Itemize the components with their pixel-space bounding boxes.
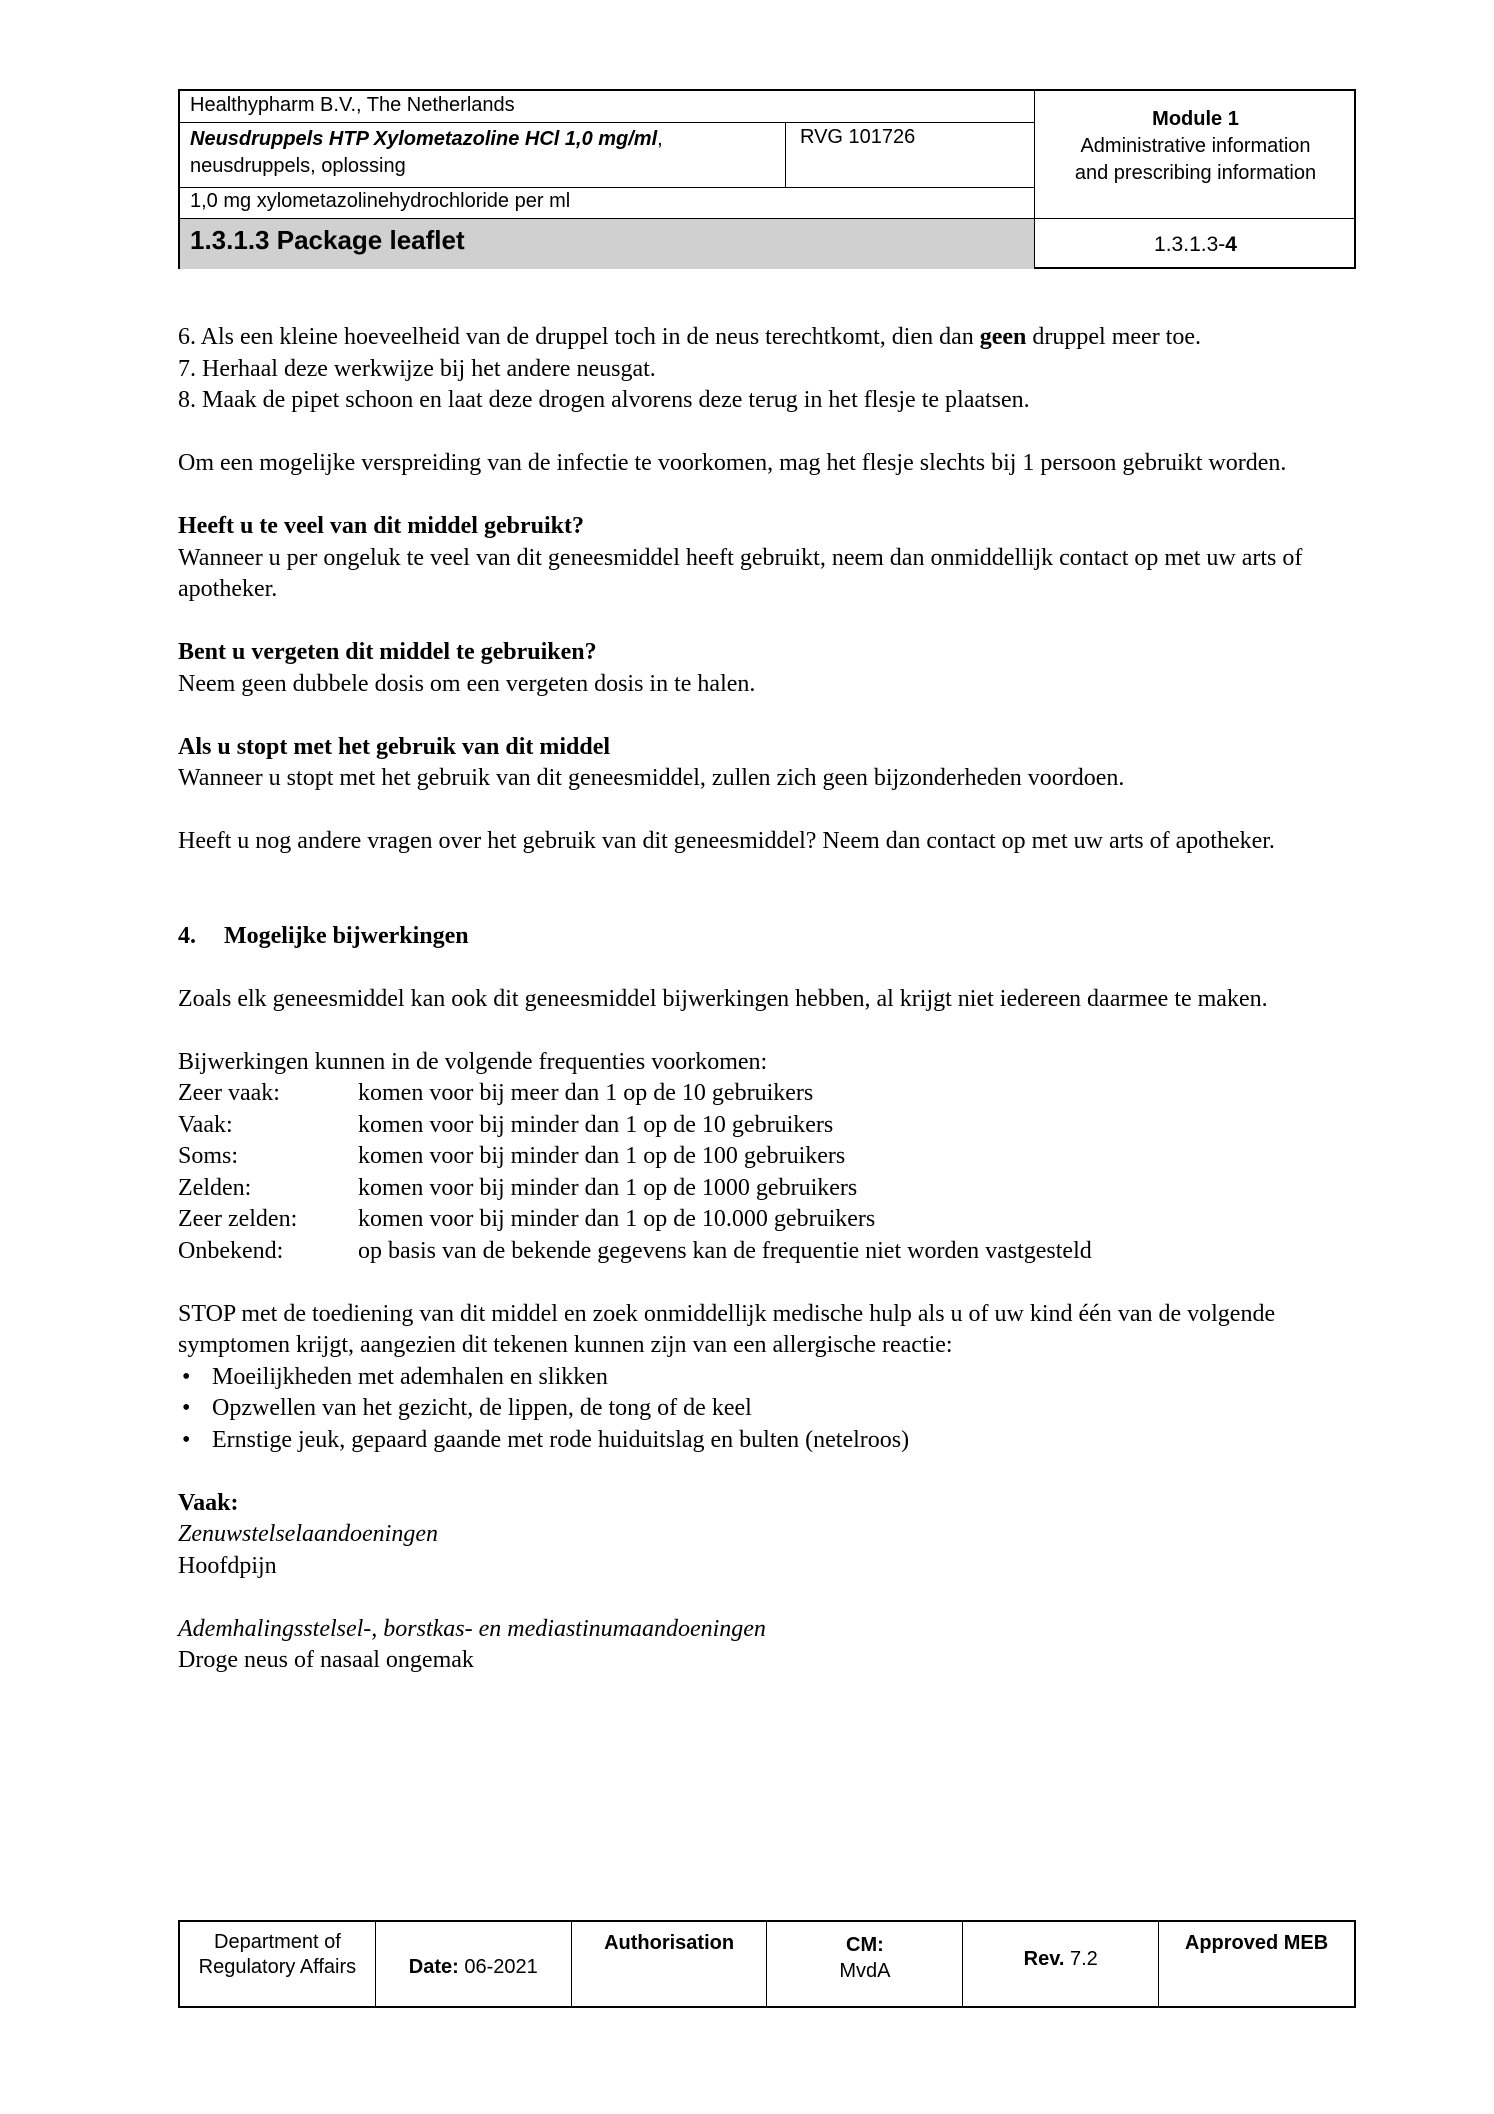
header-divider xyxy=(180,218,1356,219)
rvg-number: RVG 101726 xyxy=(800,126,916,148)
product-name: Neusdruppels HTP Xylometazoline HCl 1,0 mg/ml xyxy=(190,128,658,150)
frequency-heading-vaak: Vaak: xyxy=(178,1489,239,1516)
frequency-description: komen voor bij minder dan 1 op de 100 gebruikers xyxy=(358,1143,846,1169)
overdose-text: Wanneer u per ongeluk te veel van dit geneesmiddel heeft gebruikt, neem dan onmiddellijk contact op met uw arts of apotheker. xyxy=(178,544,1303,602)
frequency-row xyxy=(178,1173,1358,1205)
stop-heading: Als u stopt met het gebruik van dit middel xyxy=(178,733,611,760)
frequency-row xyxy=(178,1078,1358,1110)
step-6-emphasis: geen xyxy=(979,324,1027,350)
list-item: • Moeilijkheden met ademhalen en slikken xyxy=(178,1362,1358,1394)
header-divider xyxy=(180,122,1034,123)
side-effects-intro: Zoals elk geneesmiddel kan ook dit geneesmiddel bijwerkingen hebben, al krijgt niet iedereen daarmee te maken. xyxy=(178,985,1268,1012)
frequency-description: komen voor bij minder dan 1 op de 10 gebruikers xyxy=(358,1111,834,1138)
organ-class-nervous: Zenuwstelselaandoeningen xyxy=(178,1521,438,1547)
allergy-stop-warning: STOP met de toediening van dit middel en zoek onmiddellijk medische hulp als u of uw kind één van de volgende symptomen krijgt, aangezien dit tekenen kunnen zijn van een allergische reactie: xyxy=(178,1300,1276,1358)
forgot-heading: Bent u vergeten dit middel te gebruiken? xyxy=(178,639,597,665)
product-form: neusdruppels, oplossing xyxy=(190,155,406,177)
department-line1: Department of xyxy=(214,1931,341,1953)
page-number: 4 xyxy=(1225,233,1237,256)
frequency-term: Onbekend: xyxy=(178,1237,284,1264)
side-effect-dry-nose: Droge neus of nasaal ongemak xyxy=(178,1647,474,1673)
section-title: 1.3.1.3 Package leaflet xyxy=(190,225,465,255)
cm-value: MvdA xyxy=(839,1960,891,1982)
date-value: 06-2021 xyxy=(458,1956,538,1978)
instruction-step-6 xyxy=(178,322,1358,354)
allergy-symptom-list xyxy=(178,1362,1358,1457)
section-4-heading xyxy=(178,921,1358,953)
module-info xyxy=(1035,106,1356,187)
footer-department-cell xyxy=(180,1922,375,2006)
page-code-prefix: 1.3.1.3- xyxy=(1154,233,1226,256)
frequency-term: Vaak: xyxy=(178,1111,233,1138)
frequency-term: Zelden: xyxy=(178,1174,252,1201)
approval-label: Approved MEB xyxy=(1184,1932,1329,1954)
frequency-description: komen voor bij minder dan 1 op de 1000 gebruikers xyxy=(358,1174,858,1201)
frequency-description: op basis van de bekende gegevens kan de frequentie niet worden vastgesteld xyxy=(358,1237,1092,1264)
footer-revision-cell xyxy=(962,1922,1158,2006)
footer-authorisation-cell xyxy=(571,1922,767,2006)
instruction-step-7: 7. Herhaal deze werkwijze bij het andere neusgat. xyxy=(178,355,656,382)
revision-label: Rev. xyxy=(1023,1948,1065,1970)
date-label: Date: xyxy=(408,1956,459,1978)
section-4-number: 4. xyxy=(178,922,196,949)
frequency-description: komen voor bij minder dan 1 op de 10.000 gebruikers xyxy=(358,1206,876,1232)
frequency-row xyxy=(178,1236,1358,1268)
product-name-block: Neusdruppels HTP Xylometazoline HCl 1,0 mg/ml, neusdruppels, oplossing xyxy=(190,128,663,177)
document-footer-table xyxy=(178,1920,1356,2008)
footer-approval-cell xyxy=(1158,1922,1354,2006)
questions-text: Heeft u nog andere vragen over het gebruik van dit geneesmiddel? Neem dan contact op met uw arts of apotheker. xyxy=(178,828,1275,854)
module-description-line2: and prescribing information xyxy=(1074,162,1317,184)
department-line2: Regulatory Affairs xyxy=(198,1956,357,1978)
step-6-text: 6. Als een kleine hoeveelheid van de druppel toch in de neus terechtkomt, dien dan xyxy=(178,324,980,350)
frequency-term: Zeer vaak: xyxy=(178,1080,280,1106)
frequency-description: komen voor bij meer dan 1 op de 10 gebruikers xyxy=(358,1080,814,1106)
forgot-text: Neem geen dubbele dosis om een vergeten dosis in te halen. xyxy=(178,670,756,697)
product-content: 1,0 mg xylometazolinehydrochloride per ml xyxy=(190,190,571,212)
frequency-row xyxy=(178,1141,1358,1173)
section-4-title: Mogelijke bijwerkingen xyxy=(224,922,469,949)
company-name: Healthypharm B.V., The Netherlands xyxy=(190,94,515,116)
stop-text: Wanneer u stopt met het gebruik van dit geneesmiddel, zullen zich geen bijzonderheden voordoen. xyxy=(178,765,1125,791)
document-header-table xyxy=(178,89,1356,269)
footer-cm-cell xyxy=(766,1922,962,2006)
overdose-heading: Heeft u te veel van dit middel gebruikt? xyxy=(178,513,584,539)
page-code xyxy=(1035,233,1356,257)
frequency-intro: Bijwerkingen kunnen in de volgende frequenties voorkomen: xyxy=(178,1048,768,1075)
side-effect-headache: Hoofdpijn xyxy=(178,1552,277,1579)
authorisation-label: Authorisation xyxy=(604,1932,735,1954)
frequency-row xyxy=(178,1110,1358,1142)
leaflet-body xyxy=(178,322,1358,1677)
revision-value: 7.2 xyxy=(1064,1948,1098,1970)
step-6-text-end: druppel meer toe. xyxy=(1026,324,1202,350)
header-divider xyxy=(785,122,786,187)
footer-date-cell xyxy=(375,1922,571,2006)
organ-class-respiratory: Ademhalingsstelsel-, borstkas- en mediastinumaandoeningen xyxy=(178,1615,766,1642)
frequency-list xyxy=(178,1078,1358,1267)
instruction-step-8: 8. Maak de pipet schoon en laat deze drogen alvorens deze terug in het flesje te plaatsen. xyxy=(178,387,1030,413)
frequency-term: Soms: xyxy=(178,1143,239,1169)
list-item: • Opzwellen van het gezicht, de lippen, de tong of de keel xyxy=(178,1393,1358,1425)
cm-label: CM: xyxy=(846,1934,884,1956)
infection-note: Om een mogelijke verspreiding van de infectie te voorkomen, mag het flesje slechts bij 1 persoon gebruikt worden. xyxy=(178,450,1287,476)
module-description-line1: Administrative information xyxy=(1080,135,1311,157)
frequency-row xyxy=(178,1204,1358,1236)
header-divider xyxy=(180,187,1034,188)
list-item: • Ernstige jeuk, gepaard gaande met rode huiduitslag en bulten (netelroos) xyxy=(178,1425,1358,1457)
frequency-term: Zeer zelden: xyxy=(178,1206,298,1232)
module-title: Module 1 xyxy=(1152,108,1239,130)
